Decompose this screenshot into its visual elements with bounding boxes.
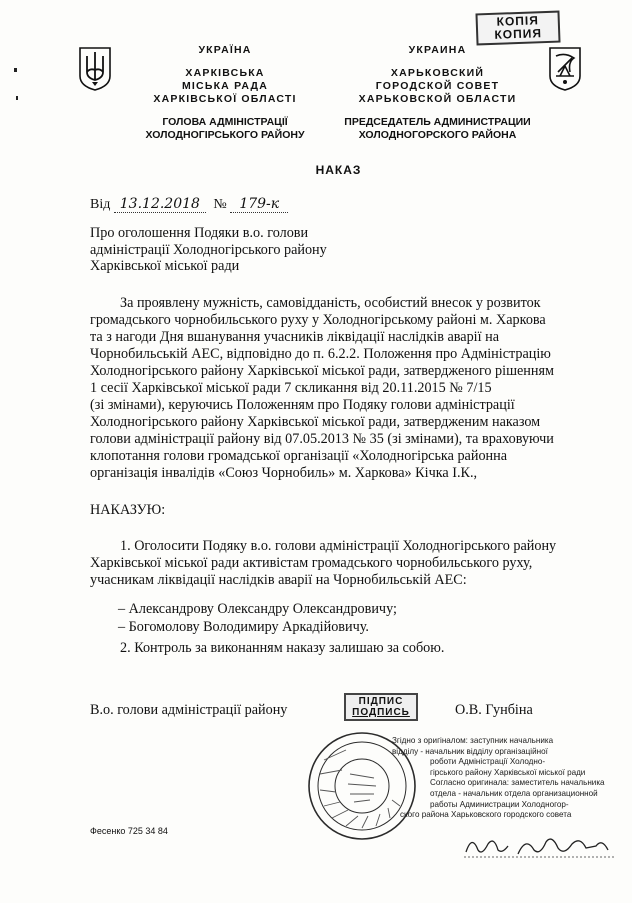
signature-stamp — [344, 693, 418, 721]
item1-line: учасникам ліквідації наслідків аварії на Чорнобильській АЕС: — [90, 572, 467, 588]
header-left-line3: ХАРКІВСЬКОЇ ОБЛАСТІ — [153, 93, 297, 105]
copy-stamp-ua: КОПІЯ — [496, 13, 540, 29]
signature-stamp-ru: ПОДПИСЬ — [352, 707, 410, 718]
certification-line: Згідно з оригіналом: заступник начальника — [392, 736, 554, 745]
preamble-line: клопотання голови громадської організації «Холодногірська районна — [90, 448, 508, 464]
certification-line: роботи Адміністрації Холодно- — [430, 757, 546, 767]
preamble-line: (зі змінами), керуючись Положенням про Подяку голови адміністрації — [90, 397, 515, 413]
date-value: 13.12.2018 — [114, 196, 206, 213]
preamble-line: голови адміністрації району від 07.05.2013 № 35 (зі змінами), та враховуючи — [90, 431, 554, 447]
preamble-line: Холодногірського району Харківської міської ради, затвердженим наказом — [90, 414, 541, 430]
header-right-line2: ГОРОДСКОЙ СОВЕТ — [375, 80, 500, 92]
header-left-post1: ГОЛОВА АДМІНІСТРАЦІЇ — [162, 116, 288, 128]
subject-line: Про оголошення Подяки в.о. голови — [90, 225, 309, 241]
date-prefix: Від — [90, 197, 111, 212]
signature-title: В.о. голови адміністрації району — [90, 702, 288, 718]
persons-list — [118, 601, 518, 635]
scan-mark — [14, 68, 17, 72]
subject-line: адміністрації Холодногірського району — [90, 241, 327, 258]
preamble-line: Холодногірського району Харківської міської ради, затвердженого рішенням — [90, 363, 554, 379]
header-right-line1: ХАРЬКОВСКИЙ — [390, 67, 485, 79]
preamble-line: громадського чорнобильського руху у Холодногірському районі м. Харкова — [90, 312, 546, 328]
header-right — [325, 44, 550, 142]
header-right-line3: ХАРЬКОВСКОЙ ОБЛАСТИ — [358, 93, 517, 105]
certification-stamp — [392, 736, 627, 821]
number-prefix: № — [213, 197, 227, 212]
certification-line: Согласно оригинала: заместитель начальника — [430, 778, 605, 788]
copy-stamp-ru: КОПИЯ — [494, 26, 543, 42]
preamble-line: За проявлену мужність, самовідданість, особистий внесок у розвиток — [120, 295, 541, 311]
item1-line: 1. Оголосити Подяку в.о. голови адміністрації Холодногірського району — [120, 538, 557, 554]
person-item: – Александрову Олександру Олександровичу; — [118, 601, 397, 617]
number-value: 179-к — [230, 196, 288, 213]
certification-line: ского района Харьковского городского совета — [400, 810, 572, 820]
document-subject — [90, 225, 390, 275]
header-left-country: УКРАЇНА — [198, 44, 252, 56]
handwritten-signature — [460, 830, 620, 860]
order-item-2: 2. Контроль за виконанням наказу залишаю за собою. — [120, 640, 445, 656]
header-left-post2: ХОЛОДНОГІРСЬКОГО РАЙОНУ — [145, 129, 305, 141]
scan-mark — [16, 96, 18, 100]
preamble-line: та з нагоди Дня вшанування учасників ліквідації наслідків аварії на — [90, 329, 499, 345]
certification-line: гірського району Харківської міської ради — [430, 767, 586, 777]
executor-contact: Фесенко 725 34 84 — [90, 826, 168, 836]
date-number-line — [90, 196, 350, 216]
header-right-post1: ПРЕДСЕДАТЕЛЬ АДМИНИСТРАЦИИ — [344, 116, 531, 128]
header-left-line2: МІСЬКА РАДА — [181, 80, 269, 92]
header-right-country: УКРАИНА — [408, 44, 467, 56]
person-item: – Богомолову Володимиру Аркадійовичу. — [118, 618, 369, 635]
copy-stamp — [475, 11, 560, 46]
ukraine-coat-of-arms-icon — [78, 46, 112, 92]
header-left — [120, 44, 330, 142]
certification-line: отдела - начальник отдела организационной — [430, 788, 598, 798]
subject-line: Харківської міської ради — [90, 258, 240, 274]
kharkiv-coat-of-arms-icon — [548, 46, 582, 92]
document-title: НАКАЗ — [315, 163, 362, 177]
signature-name: О.В. Гунбіна — [455, 702, 533, 718]
preamble-line: Чорнобильській АЕС, відповідно до п. 6.2.2. Положення про Адміністрацію — [90, 346, 551, 362]
signature-stamp-ua: ПІДПИС — [358, 696, 404, 707]
certification-line: відділу - начальник відділу організаційної — [392, 746, 548, 756]
header-left-line1: ХАРКІВСЬКА — [185, 67, 265, 79]
preamble-line: організація інвалідів «Союз Чорнобиль» м. Харкова» Кічка І.К., — [90, 465, 478, 481]
preamble-paragraph — [90, 295, 590, 485]
header-right-post2: ХОЛОДНОГОРСКОГО РАЙОНА — [358, 129, 517, 141]
certification-line: работы Администрации Холодногор- — [430, 799, 569, 809]
preamble-line: 1 сесії Харківської міської ради 7 скликання від 20.11.2015 № 7/15 — [90, 380, 492, 396]
order-item-1 — [90, 538, 590, 592]
item1-line: Харківської міської ради активістам громадського чорнобильського руху, — [90, 555, 533, 571]
order-word: НАКАЗУЮ: — [90, 502, 166, 518]
